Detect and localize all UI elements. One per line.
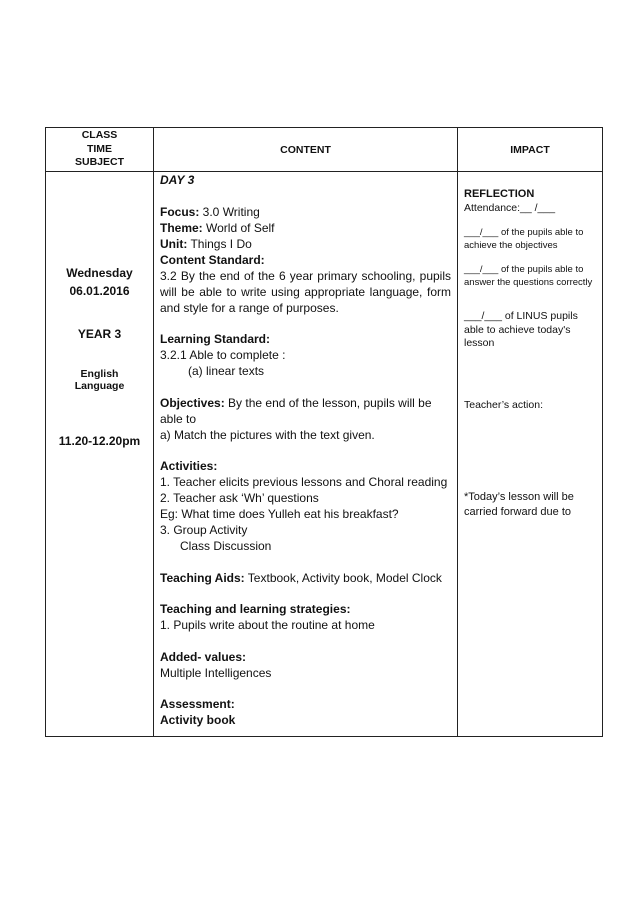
activity-1: 1. Teacher elicits previous lessons and Choral reading [160, 475, 448, 489]
body-row [46, 172, 603, 737]
header-row [46, 128, 603, 172]
impact-cell [458, 172, 603, 737]
left-cell [46, 172, 154, 737]
attendance-line: Attendance:__ /___ [464, 201, 556, 214]
day-title: DAY 3 [160, 173, 195, 187]
theme-value: World of Self [202, 220, 275, 235]
objectives-achieved-line: ___/___ of the pupils able to achieve the objectives [464, 227, 584, 251]
content-standard-label: Content Standard: [160, 252, 265, 267]
focus-value: 3.0 Writing [199, 204, 260, 219]
subject-line-1: English [80, 368, 119, 380]
activities-label: Activities: [160, 459, 218, 473]
date: 06.01.2016 [69, 284, 130, 298]
teaching-aids-value: Textbook, Activity book, Model Clock [244, 570, 442, 585]
activity-3b: Class Discussion [180, 539, 272, 553]
activity-3: 3. Group Activity [160, 523, 248, 537]
learning-standard-2: (a) linear texts [188, 364, 265, 378]
strategy-1: 1. Pupils write about the routine at home [160, 618, 375, 632]
day-name: Wednesday [66, 266, 133, 280]
unit-line [160, 236, 451, 252]
assessment-label: Assessment: [160, 697, 235, 711]
objectives-line [160, 395, 451, 427]
header-class-time-subject [46, 128, 154, 172]
learning-standard-1: 3.2.1 Able to complete : [160, 348, 286, 362]
subject-line-2: Language [74, 380, 125, 392]
header-time: TIME [86, 142, 113, 155]
objectives-text: By the end of the lesson, pupils will be able to [160, 395, 432, 426]
reflection-heading: REFLECTION [464, 188, 535, 200]
carried-forward-note: *Today’s lesson will be carried forward due to [464, 491, 574, 518]
content-cell [154, 172, 458, 737]
focus-line [160, 204, 451, 220]
time-slot: 11.20-12.20pm [58, 434, 141, 448]
header-content: CONTENT [154, 128, 458, 172]
objectives-label: Objectives: [160, 395, 225, 410]
added-values-label: Added- values: [160, 649, 247, 664]
theme-line [160, 220, 451, 236]
activity-eg: Eg: What time does Yulleh eat his breakfast? [160, 507, 399, 521]
activity-2: 2. Teacher ask ‘Wh’ questions [160, 491, 319, 505]
added-values-value: Multiple Intelligences [160, 665, 272, 680]
header-class: CLASS [81, 129, 118, 142]
year: YEAR 3 [77, 327, 122, 341]
header-impact: IMPACT [458, 128, 603, 172]
header-subject: SUBJECT [74, 156, 124, 169]
unit-label: Unit: [160, 236, 188, 251]
focus-label: Focus: [160, 204, 200, 219]
unit-value: Things I Do [187, 236, 252, 251]
assessment-value: Activity book [160, 713, 236, 727]
questions-answered-line: ___/___ of the pupils able to answer the questions correctly [464, 264, 593, 288]
linus-line: ___/___ of LINUS pupils able to achieve today's lesson [464, 310, 578, 349]
teaching-aids-line [160, 570, 451, 586]
teacher-action-label: Teacher’s action: [464, 398, 543, 411]
content-standard-text: 3.2 By the end of the 6 year primary schooling, pupils will be able to write using appropriate language, form and style for a range of purposes. [160, 268, 451, 315]
lesson-plan-table [45, 127, 603, 737]
learning-standard-label: Learning Standard: [160, 332, 271, 346]
strategies-label: Teaching and learning strategies: [160, 602, 351, 616]
objective-a: a) Match the pictures with the text given. [160, 427, 375, 442]
theme-label: Theme: [160, 220, 203, 235]
teaching-aids-label: Teaching Aids: [160, 570, 245, 585]
